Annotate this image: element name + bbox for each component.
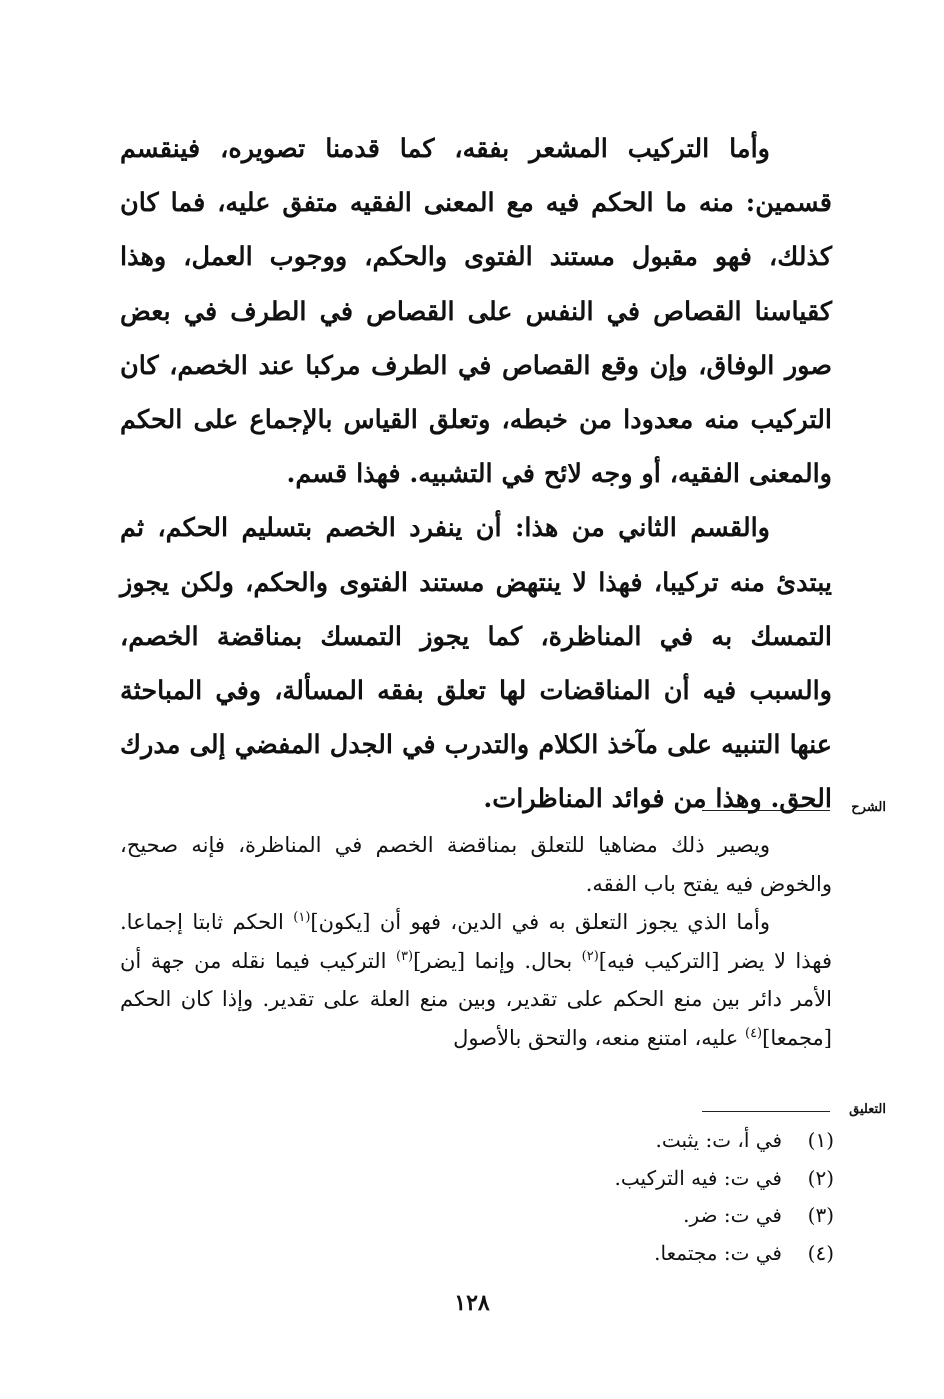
- notes-label: التعليق: [849, 1102, 886, 1117]
- footnote-number: (٢): [807, 1165, 834, 1190]
- footnote-text: في ت: فيه التركيب.: [614, 1165, 782, 1190]
- footnote: [615, 1197, 834, 1235]
- commentary: [120, 826, 832, 1057]
- footnote-marker-4: (٤): [744, 1025, 763, 1041]
- footnotes: [615, 1122, 834, 1272]
- footnote: [615, 1122, 834, 1160]
- footnote-marker-3: (٣): [395, 948, 414, 964]
- commentary-text: بحال. وإنما [يضر]: [413, 948, 582, 973]
- footnote: [615, 1160, 834, 1198]
- footnote-text: في ت: مجتمعا.: [654, 1240, 782, 1265]
- commentary-text: عليه، امتنع منعه، والتحق بالأصول: [453, 1025, 745, 1050]
- footnote: [615, 1235, 834, 1273]
- main-text: [120, 122, 832, 827]
- page-number: ١٢٨: [454, 1290, 490, 1316]
- main-paragraph-2: والقسم الثاني من هذا: أن ينفرد الخصم بتسليم الحكم، ثم يبتدئ منه تركيبا، فهذا لا ينتهض مستند الفتوى والحكم، ولكن يجوز التمسك به في المناظرة، كما يجوز التمسك بمناقضة الخصم، والسبب فيه أن المناقضات لها تعلق بفقه المسألة، وفي المباحثة عنها التنبيه على مآخذ الكلام والتدرب في الجدل المفضي إلى مدرك الحق. وهذا من فوائد المناظرات.: [120, 513, 832, 815]
- footnote-number: (٣): [807, 1203, 834, 1227]
- footnote-number: (١): [807, 1128, 834, 1152]
- footnote-number: (٤): [807, 1240, 834, 1265]
- footnote-text: في ت: ضر.: [683, 1203, 782, 1227]
- main-paragraph-1: وأما التركيب المشعر بفقه، كما قدمنا تصويره، فينقسم قسمين: منه ما الحكم فيه مع المعنى الفقيه متفق عليه، فما كان كذلك، فهو مقبول مستند الفتوى والحكم، ووجوب العمل، وهذا كقياسنا القصاص في النفس على القصاص في الطرف في بعض صور الوفاق، وإن وقع القصاص في الطرف مركبا عند الخصم، كان التركيب منه معدودا من خبطه، وتعلق القياس بالإجماع على الحكم والمعنى الفقيه، أو وجه لائح في التشبيه. فهذا قسم.: [120, 134, 832, 490]
- commentary-text: وأما الذي يجوز التعلق به في الدين، فهو أن [يكون]: [310, 910, 770, 934]
- commentary-paragraph-1: ويصير ذلك مضاهيا للتعلق بمناقضة الخصم في المناظرة، فإنه صحيح، والخوض فيه يفتح باب الفقه.: [120, 833, 832, 896]
- commentary-text: الحكم ثابتا إجماعا. فهذا لا يضر [التركيب فيه]: [120, 910, 832, 973]
- commentary-divider: [702, 810, 830, 811]
- notes-divider: [702, 1111, 830, 1112]
- footnote-marker-1: (١): [293, 910, 311, 925]
- footnote-marker-2: (٢): [581, 948, 599, 964]
- footnote-text: في أ، ت: يثبت.: [655, 1128, 782, 1152]
- commentary-paragraph-2: [120, 903, 832, 1057]
- commentary-label: الشرح: [851, 800, 886, 815]
- commentary-text: التركيب فيما نقله من جهة أن الأمر دائر بين منع الحكم على تقدير، وبين منع العلة على تقدير. وإذا كان الحكم [مجمعا]: [120, 948, 832, 1050]
